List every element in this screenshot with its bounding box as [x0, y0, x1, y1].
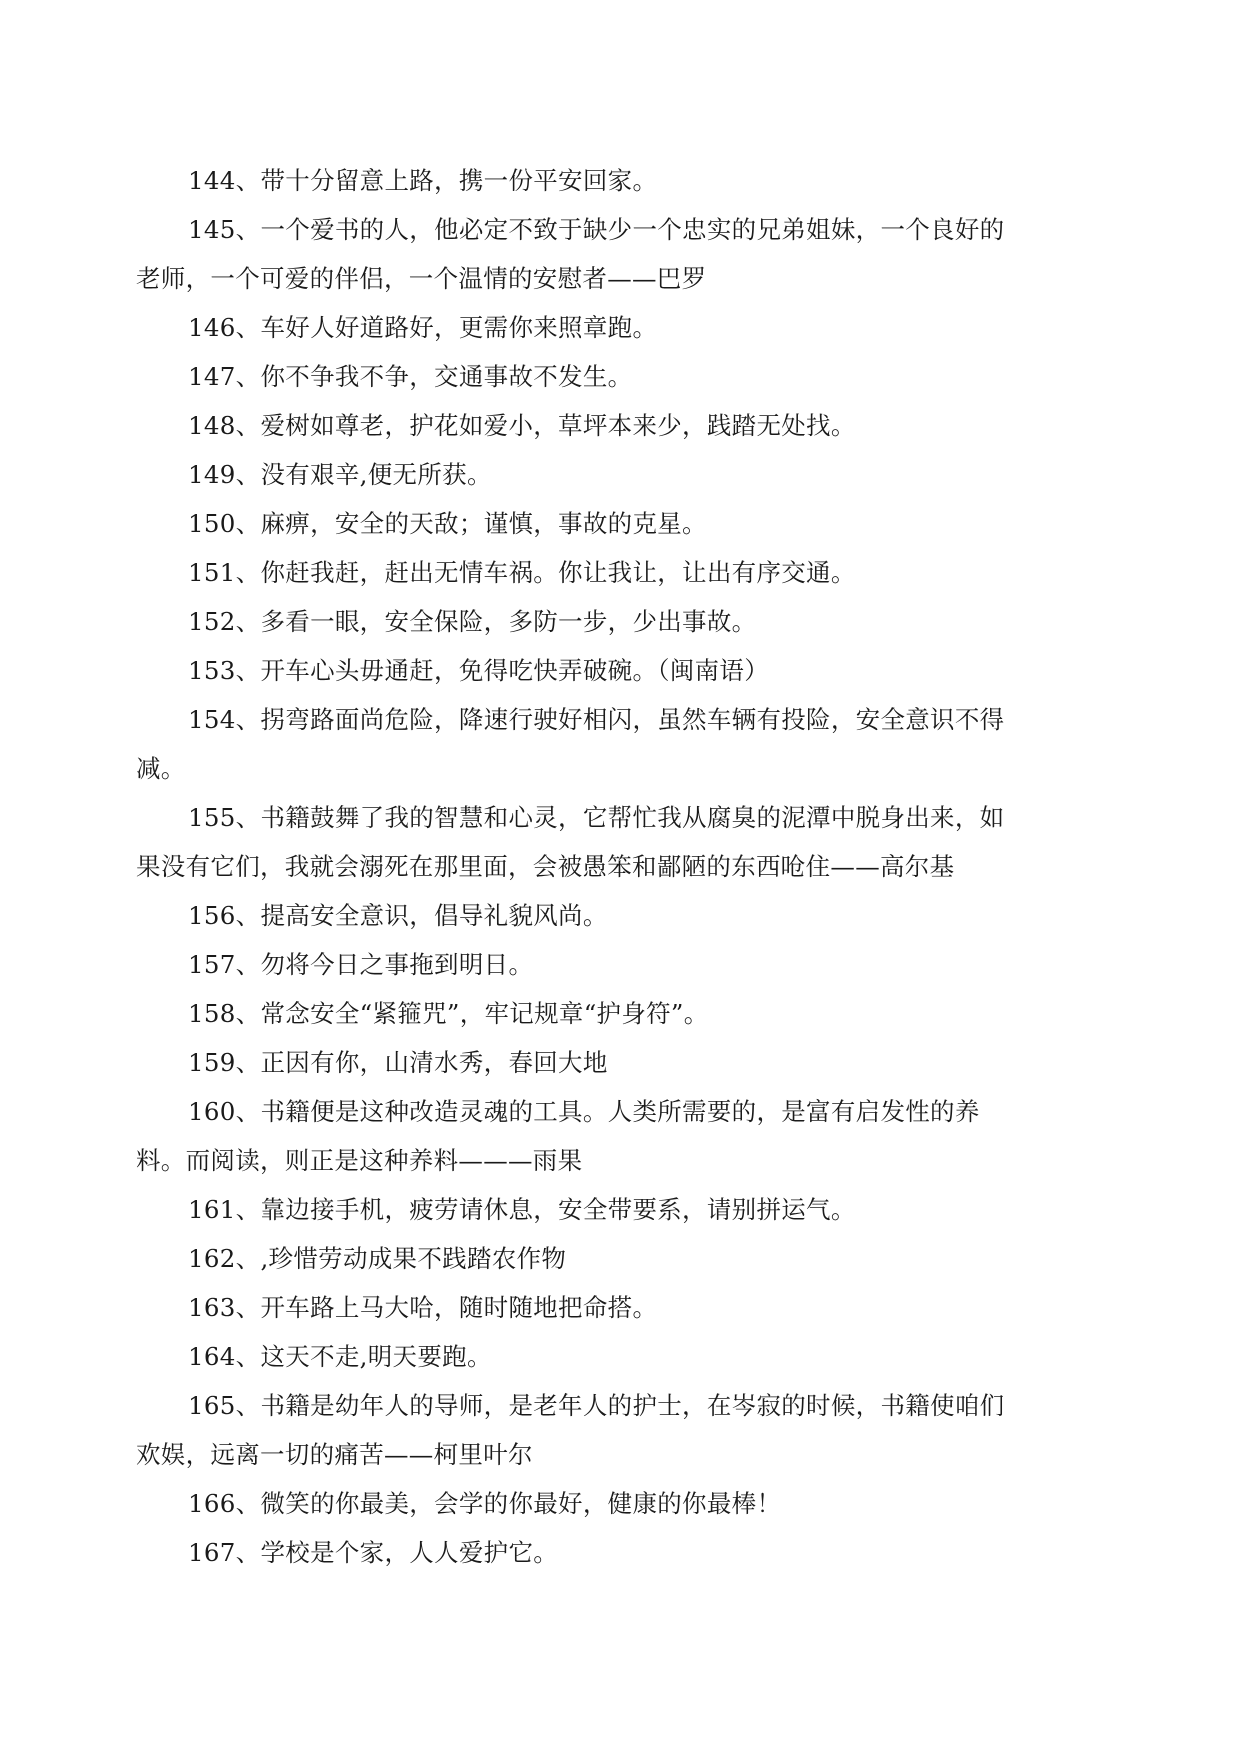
list-item-line: 167、学校是个家，人人爱护它。 — [188, 1538, 559, 1567]
list-item-line: 144、带十分留意上路，携一份平安回家。 — [188, 166, 658, 195]
list-item-line: 164、这天不走,明天要跑。 — [188, 1342, 492, 1371]
list-item — [188, 352, 1056, 401]
list-item-line: 欢娱，远离一切的痛苦——柯里叶尔 — [136, 1440, 533, 1469]
list-item — [188, 548, 1056, 597]
list-item-line: 160、书籍便是这种改造灵魂的工具。人类所需要的，是富有启发性的养 — [188, 1097, 980, 1126]
list-item-line: 157、勿将今日之事拖到明日。 — [188, 950, 534, 979]
list-item — [136, 1087, 1056, 1185]
list-item-line: 146、车好人好道路好，更需你来照章跑。 — [188, 313, 658, 342]
list-item — [188, 1283, 1056, 1332]
list-item — [188, 401, 1056, 450]
list-item-line: 163、开车路上马大哈，随时随地把命搭。 — [188, 1293, 658, 1322]
list-item — [188, 1479, 1056, 1528]
list-item-line: 162、,珍惜劳动成果不践踏农作物 — [188, 1244, 567, 1273]
list-item — [188, 1185, 1056, 1234]
list-item-line: 154、拐弯路面尚危险，降速行驶好相闪，虽然车辆有投险，安全意识不得 — [188, 705, 1005, 734]
list-item-line: 159、正因有你，山清水秀，春回大地 — [188, 1048, 608, 1077]
list-item-line: 152、多看一眼，安全保险，多防一步，少出事故。 — [188, 607, 757, 636]
document-body — [136, 156, 1056, 1577]
list-item — [188, 303, 1056, 352]
list-item-line: 148、爱树如尊老，护花如爱小，草坪本来少，践踏无处找。 — [188, 411, 856, 440]
list-item — [188, 597, 1056, 646]
list-item-line: 果没有它们，我就会溺死在那里面，会被愚笨和鄙陋的东西呛住——高尔基 — [136, 852, 955, 881]
list-item-line: 156、提高安全意识，倡导礼貌风尚。 — [188, 901, 608, 930]
list-item-line: 153、开车心头毋通赶，免得吃快弄破碗。（闽南语） — [188, 656, 770, 685]
list-item-line: 151、你赶我赶，赶出无情车祸。你让我让，让出有序交通。 — [188, 558, 856, 587]
list-item-line: 150、麻痹，安全的天敌；谨慎，事故的克星。 — [188, 509, 707, 538]
list-item — [136, 793, 1056, 891]
list-item-line: 145、一个爱书的人，他必定不致于缺少一个忠实的兄弟姐妹，一个良好的 — [188, 215, 1005, 244]
list-item — [188, 989, 1056, 1038]
list-item-line: 161、靠边接手机，疲劳请休息，安全带要系，请别拼运气。 — [188, 1195, 856, 1224]
list-item-line: 158、常念安全“紧箍咒”，牢记规章“护身符”。 — [188, 999, 709, 1028]
list-item-line: 166、微笑的你最美，会学的你最好，健康的你最棒！ — [188, 1489, 782, 1518]
list-item — [136, 695, 1056, 793]
list-item — [188, 1038, 1056, 1087]
list-item-line: 料。而阅读，则正是这种养料———雨果 — [136, 1146, 583, 1175]
list-item — [188, 156, 1056, 205]
list-item — [188, 499, 1056, 548]
list-item-line: 149、没有艰辛,便无所获。 — [188, 460, 492, 489]
list-item — [188, 1332, 1056, 1381]
list-item — [136, 205, 1056, 303]
list-item-line: 老师，一个可爱的伴侣，一个温情的安慰者——巴罗 — [136, 264, 707, 293]
list-item — [188, 646, 1056, 695]
list-item-line: 147、你不争我不争，交通事故不发生。 — [188, 362, 633, 391]
list-item — [188, 450, 1056, 499]
list-item — [188, 1528, 1056, 1577]
list-item-line: 165、书籍是幼年人的导师，是老年人的护士，在岑寂的时候，书籍使咱们 — [188, 1391, 1005, 1420]
list-item-line: 155、书籍鼓舞了我的智慧和心灵，它帮忙我从腐臭的泥潭中脱身出来，如 — [188, 803, 1005, 832]
list-item-line: 减。 — [136, 754, 186, 783]
list-item — [188, 1234, 1056, 1283]
list-item — [188, 891, 1056, 940]
list-item — [136, 1381, 1056, 1479]
list-item — [188, 940, 1056, 989]
